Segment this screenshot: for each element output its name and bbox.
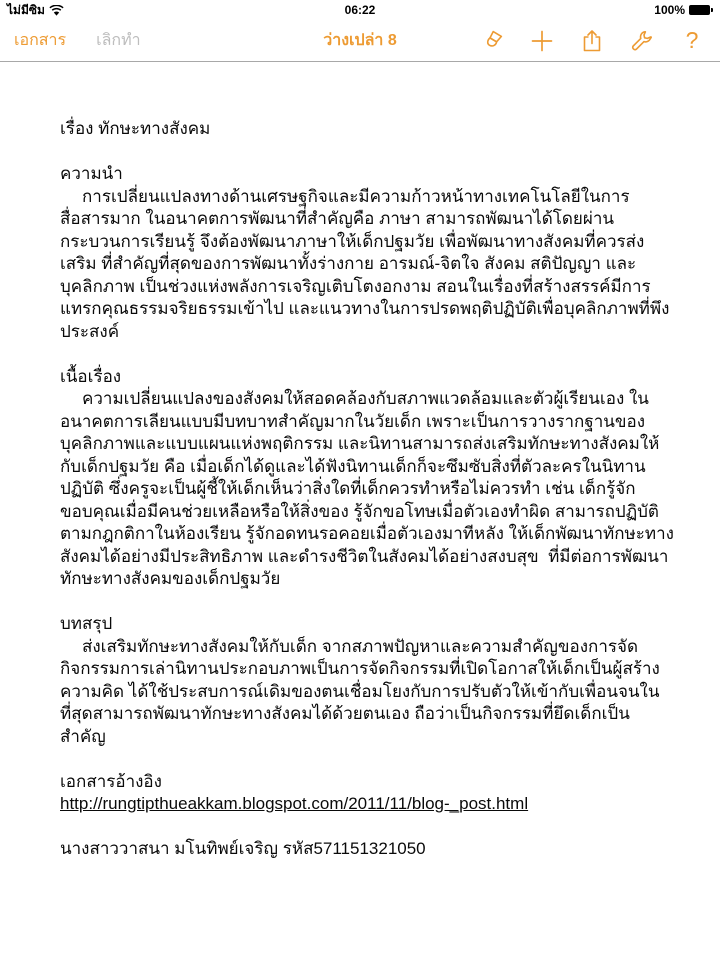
format-button[interactable] xyxy=(478,27,506,55)
help-button[interactable] xyxy=(678,27,706,55)
document-body xyxy=(60,118,692,861)
share-button[interactable] xyxy=(578,27,606,55)
carrier-label: ไม่มีซิม xyxy=(7,2,45,17)
document-line: เอกสารอ้างอิง xyxy=(60,771,162,791)
document-line: ความเปลี่ยนแปลงของสังคมให้สอดคล้องกับสภาพแวดล้อมและตัวผู้เรียนเอง ใน xyxy=(82,389,649,408)
document-line: ความคิด ได้ใช้ประสบการณ์เดิมของตนเชื่อมโยงกับการปรับตัวให้เข้ากับเพื่อนจนใน xyxy=(60,681,660,701)
help-icon: ? xyxy=(685,27,699,53)
add-icon xyxy=(529,28,555,54)
document-line: ส่งเสริมทักษะทางสังคมให้กับเด็ก จากสภาพปัญหาและความสำคัญของการจัด xyxy=(82,636,639,656)
documents-button[interactable]: เอกสาร xyxy=(14,28,66,53)
document-line: ปฏิบัติ ซึ่งครูจะเป็นผู้ชี้ให้เด็กเห็นว่าสิ่งใดที่เด็กควรทำหรือไม่ควรทำ เช่น เด็กรู้จัก xyxy=(60,479,636,498)
document-line: สำคัญ xyxy=(60,726,106,746)
status-left xyxy=(7,1,64,20)
document-line: ขอบคุณเมื่อมีคนช่วยเหลือหรือให้สิ่งของ รู้จักขอโทษเมื่อตัวเองทำผิด สามารถปฏิบัติ xyxy=(60,501,659,521)
share-icon xyxy=(579,28,605,54)
document-line: เรื่อง ทักษะทางสังคม xyxy=(60,119,211,138)
document-line: เสริม ที่สำคัญที่สุดของการพัฒนาทั้งร่างกาย อารมณ์-จิตใจ สังคม สติปัญญา และ xyxy=(60,254,637,273)
document-line xyxy=(60,816,692,839)
document-line: สื่อสารมาก ในอนาคตการพัฒนาที่สำคัญคือ ภาษา สามารถพัฒนาได้โดยผ่าน xyxy=(60,209,615,228)
document-line: เนื้อเรื่อง xyxy=(60,366,122,386)
document-line: แทรกคุณธรรมจริยธรรมเข้าไป และแนวทางในการปรดพฤติปฏิบัติเพื่อบุคลิกภาพที่พึง xyxy=(60,299,670,318)
toolbar xyxy=(0,20,720,62)
document-line xyxy=(60,141,692,164)
document-line xyxy=(60,591,692,614)
document-title: ว่างเปล่า 8 xyxy=(323,32,397,49)
document-line: กับเด็กปฐมวัย คือ เมื่อเด็กได้ดูและได้ฟังนิทานเด็กก็จะซึมซับสิ่งที่ตัวละครในนิทาน xyxy=(60,456,646,476)
undo-button[interactable]: เลิกทำ xyxy=(96,28,141,53)
document-line: บุคลิกภาพ เป็นช่วงแห่งพลังการเจริญเติบโตงอกงาม สอนในเรื่องที่สร้างสรรค์มีการ xyxy=(60,276,651,296)
document-line: ตามกฎกติกาในห้องเรียน รู้จักอดทนรอคอยเมื่อตัวเองมาทีหลัง ให้เด็กพัฒนาทักษะทาง xyxy=(60,524,674,543)
document-line: สังคมได้อย่างมีประสิทธิภาพ และดำรงชีวิตในสังคมได้อย่างสงบสุข ที่มีต่อการพัฒนา xyxy=(60,546,669,566)
reference-link[interactable]: http://rungtipthueakkam.blogspot.com/2011/11/blog-_post.html xyxy=(60,794,529,813)
document-line: ทักษะทางสังคมของเด็กปฐมวัย xyxy=(60,569,281,588)
clock: 06:22 xyxy=(344,3,376,17)
document-line: กระบวนการเรียนรู้ จึงต้องพัฒนาภาษาให้เด็กปฐมวัย เพื่อพัฒนาทางสังคมที่ควรส่ง xyxy=(60,231,645,251)
document-line: บุคลิกภาพและแบบแผนแห่งพฤติกรรม และนิทานสามารถส่งเสริมทักษะทางสังคมให้ xyxy=(60,434,660,453)
toolbar-right xyxy=(478,27,706,55)
tools-button[interactable] xyxy=(628,27,656,55)
document-page[interactable] xyxy=(0,62,720,960)
document-line: การเปลี่ยนแปลงทางด้านเศรษฐกิจและมีความก้าวหน้าทางเทคโนโลยีในการ xyxy=(82,186,630,206)
status-right xyxy=(654,3,713,17)
document-line: อนาคตการเลียนแบบมีบทบาทสำคัญมากในวัยเด็ก เพราะเป็นการวางรากฐานของ xyxy=(60,411,646,431)
insert-button[interactable] xyxy=(528,27,556,55)
format-brush-icon xyxy=(479,28,505,54)
document-line xyxy=(60,748,692,771)
document-line: นางสาววาสนา มโนทิพย์เจริญ รหัส571151321050 xyxy=(60,839,426,858)
tools-icon xyxy=(629,28,655,54)
document-line: ประสงค์ xyxy=(60,321,120,341)
wifi-icon xyxy=(49,5,64,16)
document-line: บทสรุป xyxy=(60,614,113,633)
status-bar xyxy=(0,0,720,20)
battery-icon xyxy=(689,5,713,15)
document-line xyxy=(60,343,692,366)
document-line: กิจกรรมการเล่านิทานประกอบภาพเป็นการจัดกิจกรรมที่เปิดโอกาสให้เด็กเป็นผู้สร้าง xyxy=(60,659,660,678)
toolbar-left xyxy=(14,28,141,53)
document-line: ความนำ xyxy=(60,164,123,183)
document-line: ที่สุดสามารถพัฒนาทักษะทางสังคมได้ด้วยตนเอง ถือว่าเป็นกิจกรรมที่ยึดเด็กเป็น xyxy=(60,704,630,723)
battery-percent: 100% xyxy=(654,3,685,17)
